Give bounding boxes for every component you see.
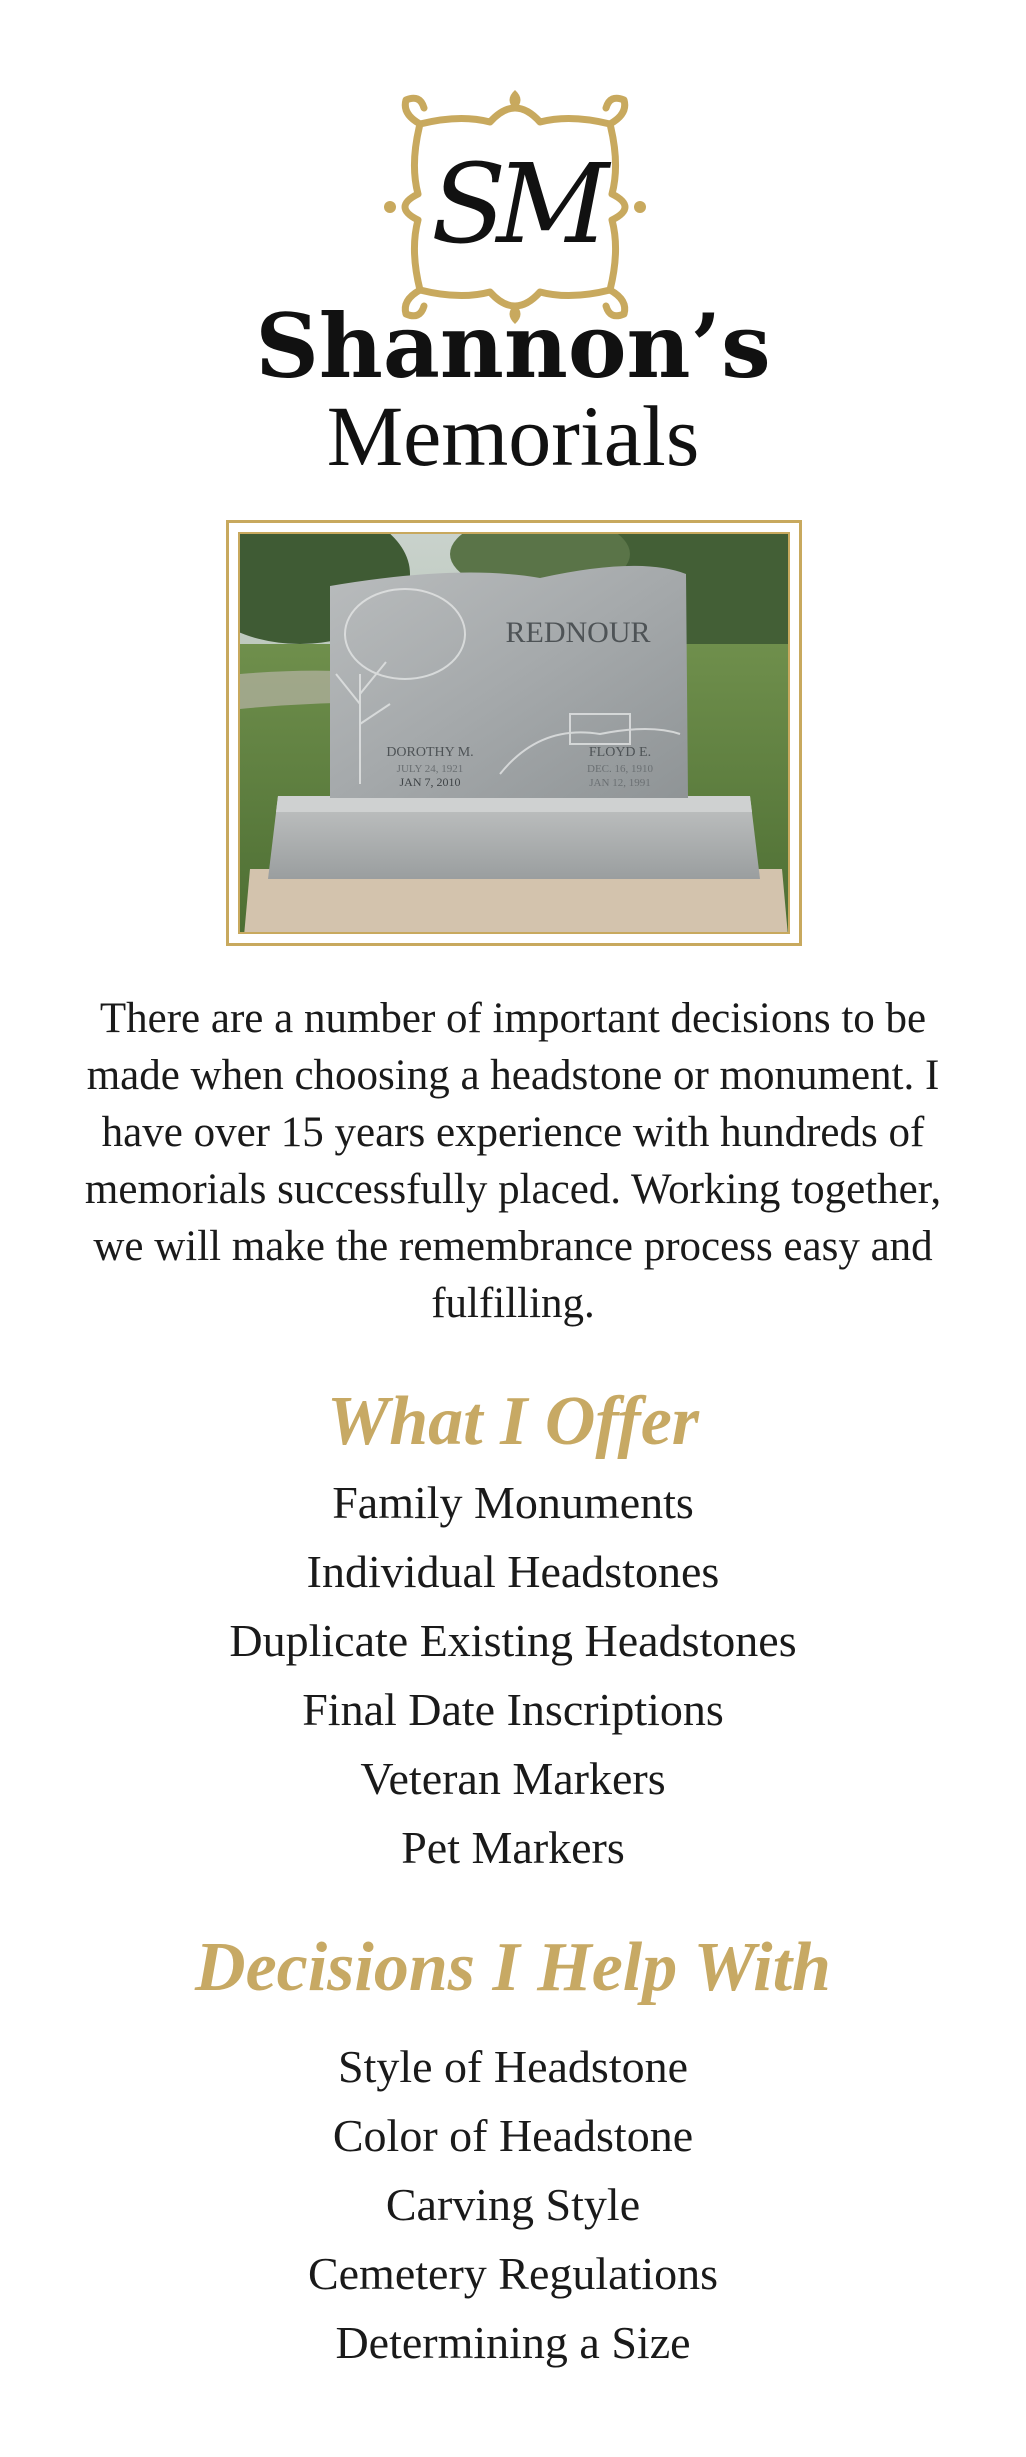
offer-item: Final Date Inscriptions bbox=[302, 1684, 724, 1735]
offer-list bbox=[0, 1468, 1026, 1882]
photo-right-name: FLOYD E. bbox=[588, 745, 652, 760]
photo-family-name: REDNOUR bbox=[505, 616, 651, 649]
help-item: Style of Headstone bbox=[337, 2041, 689, 2092]
offer-item: Pet Markers bbox=[401, 1822, 625, 1873]
brand-name-line1: Shannon’s bbox=[255, 294, 771, 398]
help-list bbox=[0, 2032, 1026, 2377]
help-item: Cemetery Regulations bbox=[307, 2248, 719, 2299]
brand-name-line2: Memorials bbox=[326, 388, 700, 484]
monogram-text: SM bbox=[431, 140, 599, 268]
photo-left-date1: JULY 24, 1921 bbox=[396, 763, 464, 775]
offer-item: Veteran Markers bbox=[360, 1753, 666, 1804]
headstone-photo bbox=[238, 532, 790, 934]
help-item: Carving Style bbox=[385, 2179, 641, 2230]
intro-paragraph: There are a number of important decisions to be made when choosing a headstone or monument. I have over 15 years experience with hundreds of memorials successfully placed. Working together, we will make the remembrance process easy and fulfilling. bbox=[84, 995, 942, 1327]
headstone-photo-frame bbox=[226, 520, 802, 946]
help-item: Determining a Size bbox=[335, 2317, 691, 2368]
photo-right-date1: DEC. 16, 1910 bbox=[587, 763, 653, 775]
offer-section-title: What I Offer bbox=[326, 1383, 700, 1460]
photo-right-date2: JAN 12, 1991 bbox=[589, 777, 651, 789]
offer-item: Individual Headstones bbox=[306, 1546, 720, 1597]
offer-item: Duplicate Existing Headstones bbox=[229, 1615, 797, 1666]
offer-item: Family Monuments bbox=[332, 1477, 694, 1528]
help-item: Color of Headstone bbox=[332, 2110, 694, 2161]
help-section-title: Decisions I Help With bbox=[195, 1929, 831, 2006]
photo-left-date2: JAN 7, 2010 bbox=[399, 775, 461, 789]
photo-left-name: DOROTHY M. bbox=[386, 745, 474, 760]
